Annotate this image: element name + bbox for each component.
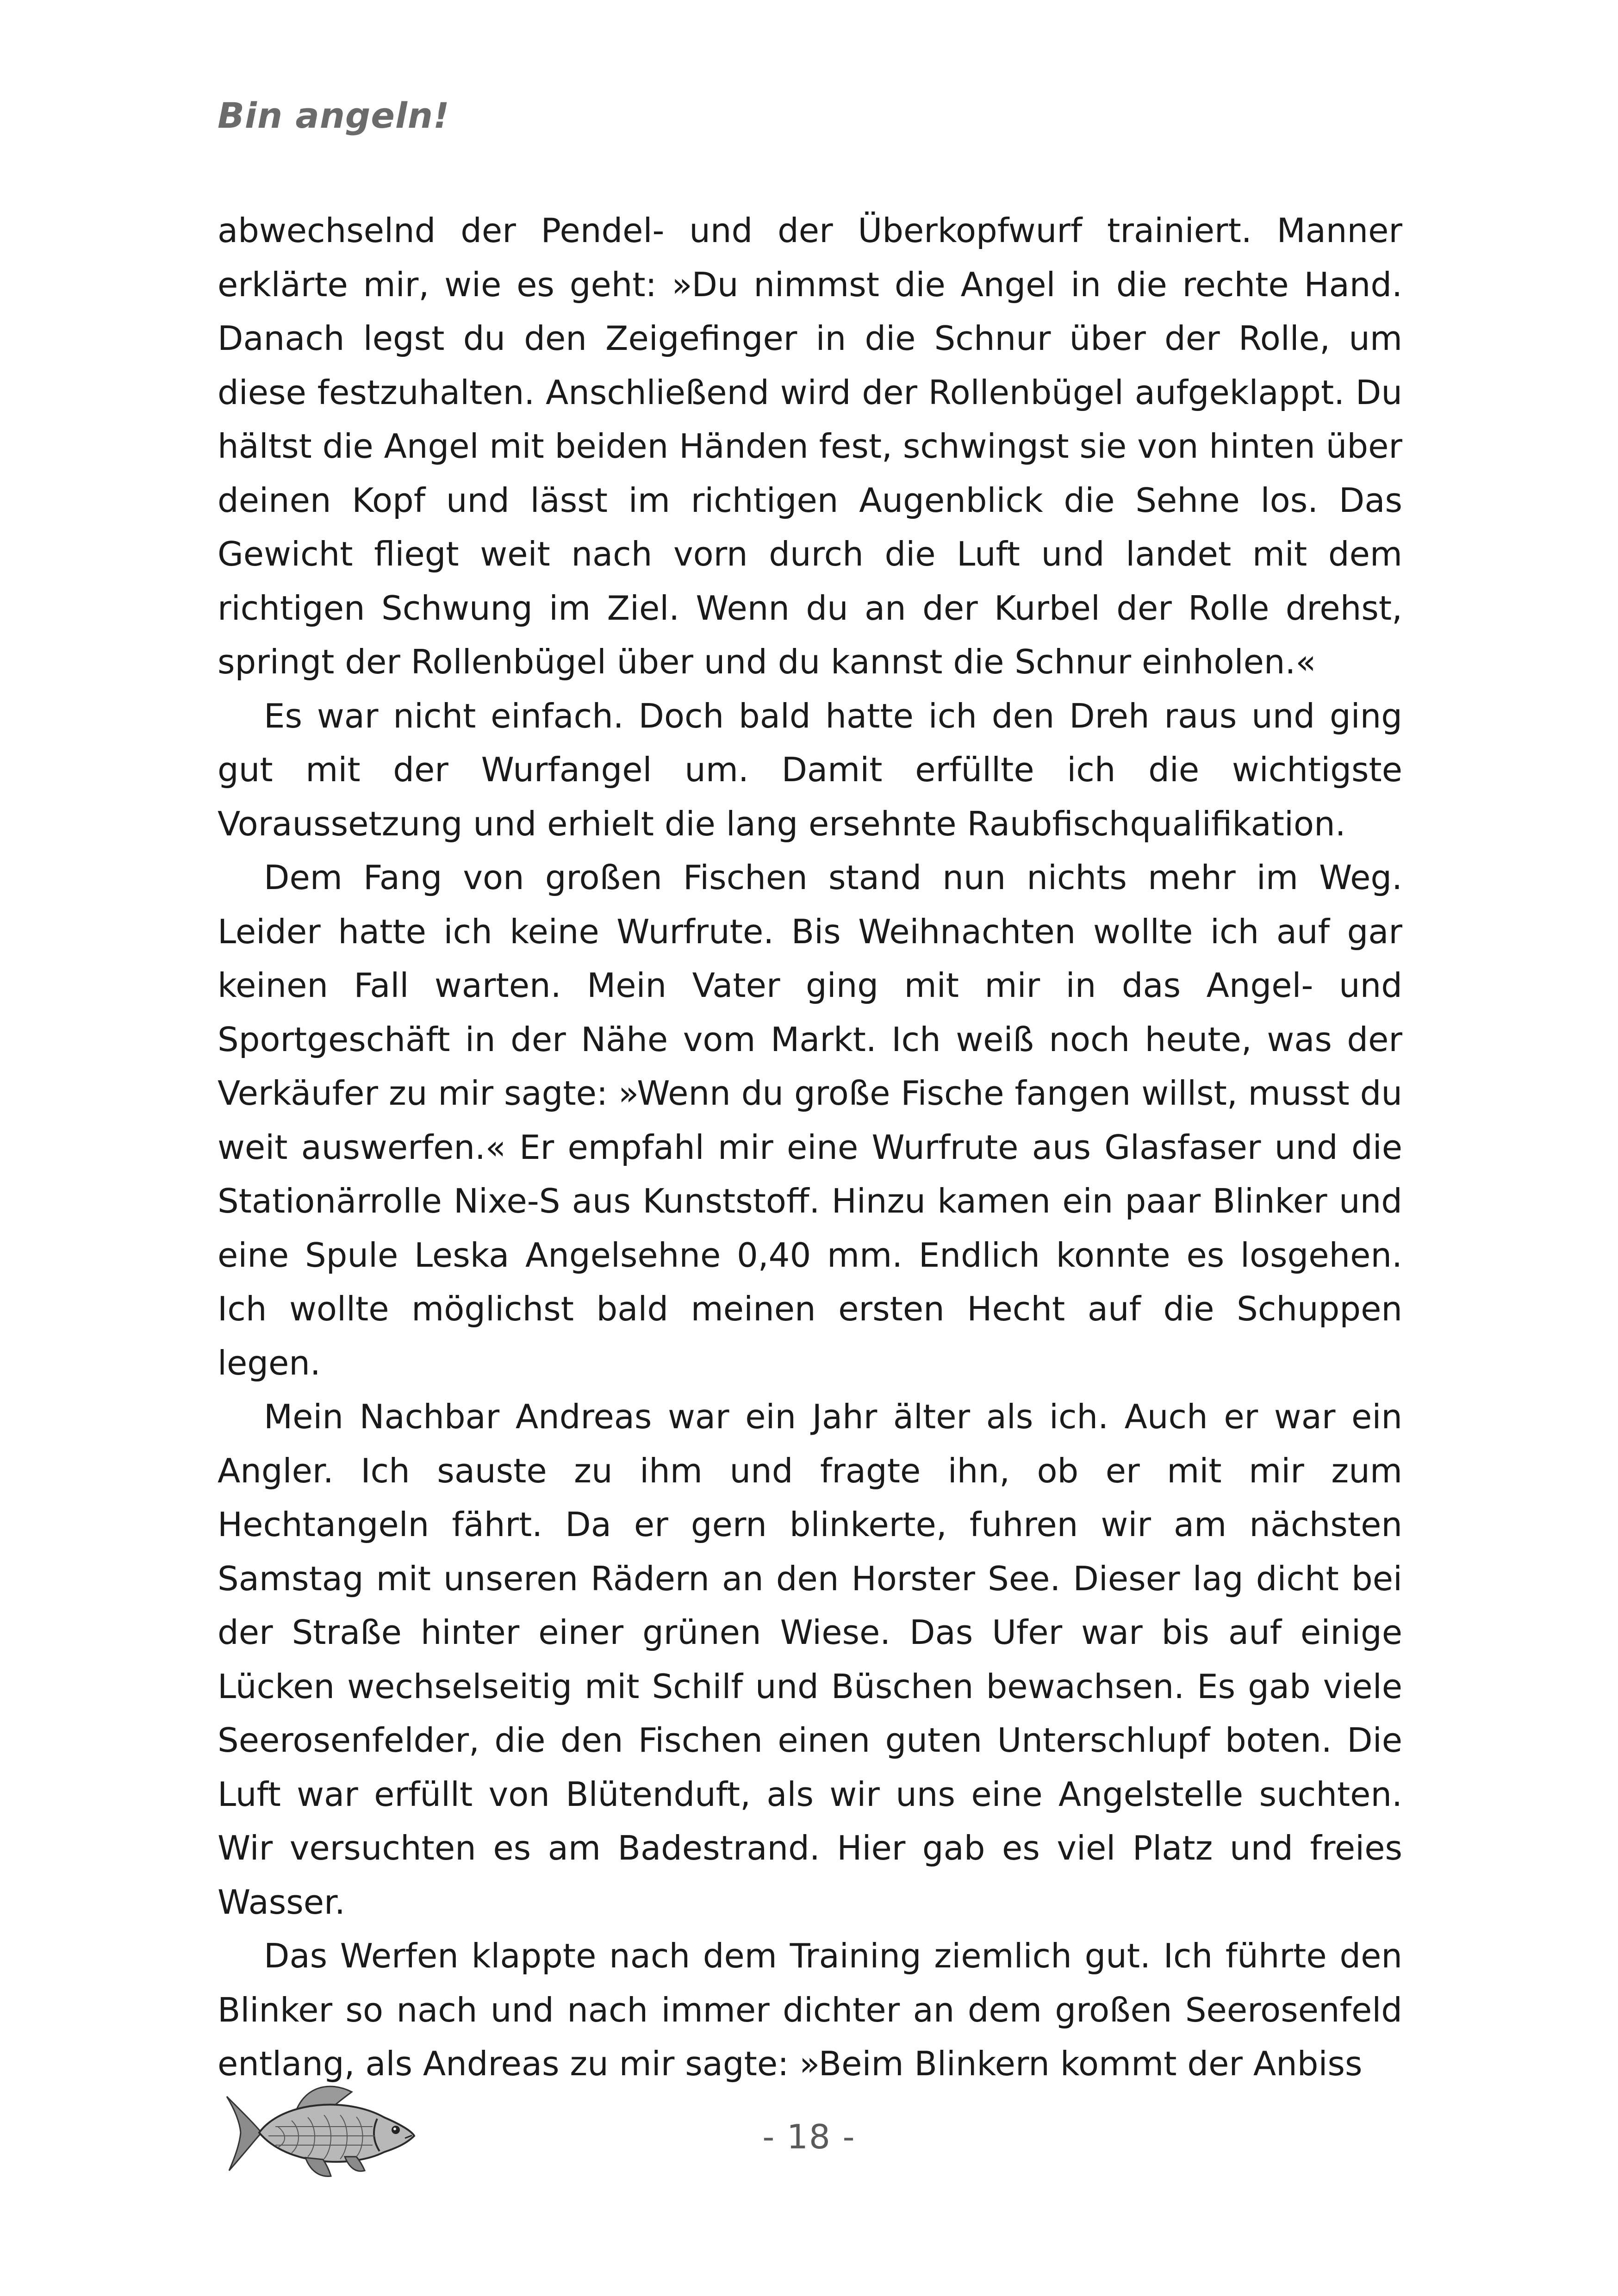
running-title: Bin angeln! [218, 95, 450, 136]
paragraph: Es war nicht einfach. Doch bald hatte ich den Dreh raus und ging gut mit der Wurfangel um. Damit erfüllte ich die wichtigste Voraussetzung und erhielt die lang ersehnte Raubfischqualifikation. [218, 696, 1402, 843]
page-number: - 18 - [762, 2117, 856, 2156]
paragraph: Das Werfen klappte nach dem Training ziemlich gut. Ich führte den Blinker so nach und nach immer dichter an dem großen Seerosenfeld entlang, als Andreas zu mir sagte: »Beim Blinkern kommt der Anbiss [218, 1936, 1402, 2083]
body-text [218, 204, 1402, 2091]
paragraph: Dem Fang von großen Fischen stand nun nichts mehr im Weg. Leider hatte ich keine Wurfrute. Bis Weihnachten wollte ich auf gar keinen Fall warten. Mein Vater ging mit mir in das Angel- und Sportgeschäft in der Nähe vom Markt. Ich weiß noch heute, was der Verkäufer zu mir sagte: »Wenn du große Fische fangen willst, musst du weit auswerfen.« Er empfahl mir eine Wurfrute aus Glasfaser und die Stationärrolle Nixe-S aus Kunststoff. Hinzu kamen ein paar Blinker und eine Spule Leska Angelsehne 0,40 mm. Endlich konnte es losgehen. Ich wollte möglichst bald meinen ersten Hecht auf die Schuppen legen. [218, 858, 1402, 1382]
paragraph: abwechselnd der Pendel- und der Überkopfwurf trainiert. Manner erklärte mir, wie es geht: »Du nimmst die Angel in die rechte Hand. Danach legst du den Zeigefinger in die Schnur über der Rolle, um diese festzuhalten. Anschließend wird der Rollenbügel aufgeklappt. Du hältst die Angel mit beiden Händen fest, schwingst sie von hinten über deinen Kopf und lässt im richtigen Augenblick die Sehne los. Das Gewicht fliegt weit nach vorn durch die Luft und landet mit dem richtigen Schwung im Ziel. Wenn du an der Kurbel der Rolle drehst, springt der Rollenbügel über und du kannst die Schnur einholen.« [218, 211, 1402, 681]
paragraph: Mein Nachbar Andreas war ein Jahr älter als ich. Auch er war ein Angler. Ich sauste zu ihm und fragte ihn, ob er mit mir zum Hechtangeln fährt. Da er gern blinkerte, fuhren wir am nächsten Samstag mit unseren Rädern an den Horster See. Dieser lag dicht bei der Straße hinter einer grünen Wiese. Das Ufer war bis auf einige Lücken wechselseitig mit Schilf und Büschen bewachsen. Es gab viele Seerosenfelder, die den Fischen einen guten Unterschlupf boten. Die Luft war erfüllt von Blütenduft, als wir uns eine Angelstelle suchten. Wir versuchten es am Badestrand. Hier gab es viel Platz und freies Wasser. [218, 1397, 1402, 1922]
